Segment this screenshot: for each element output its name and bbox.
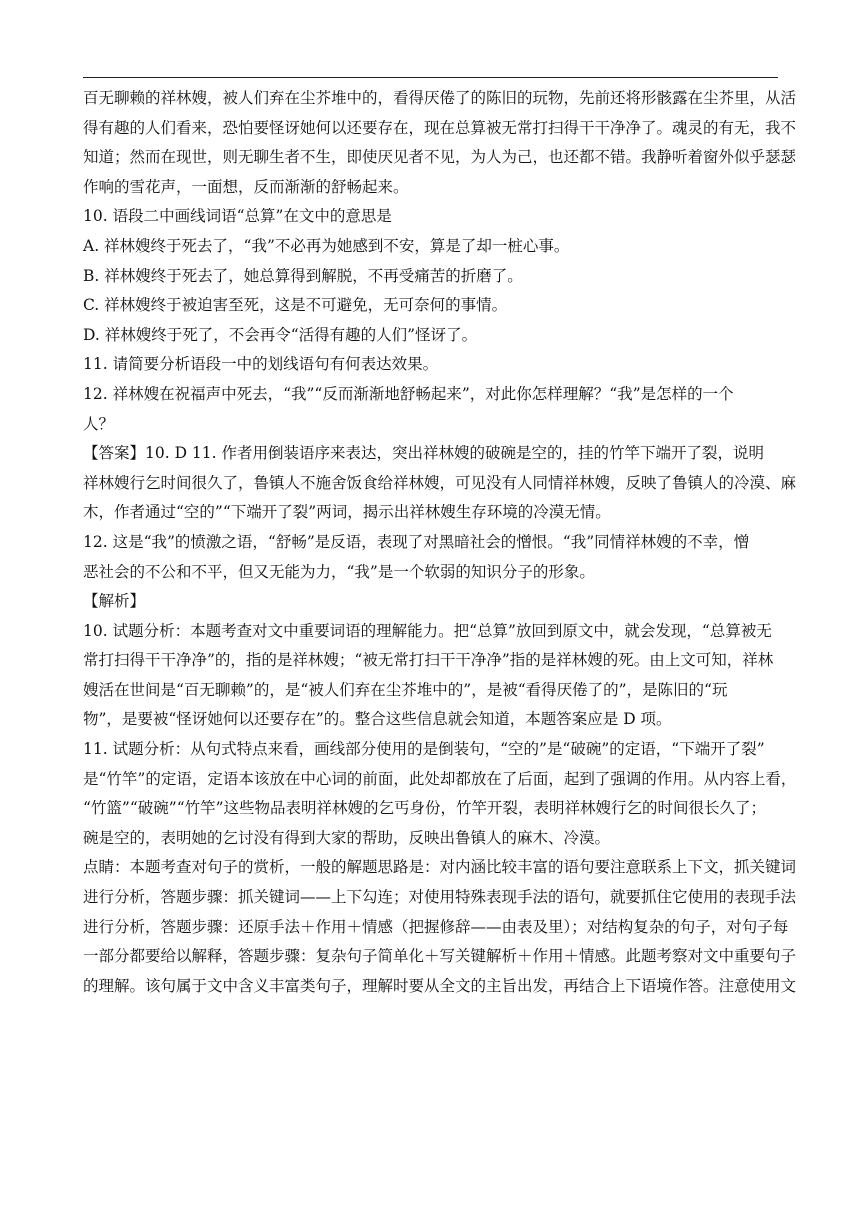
tips-line-1: 点睛：本题考查对句子的赏析，一般的解题思路是：对内涵比较丰富的语句要注意联系上下文，抓关键词 [83, 858, 797, 877]
header-rule [83, 77, 778, 78]
answer-12-line-1: 12. 这是“我”的愤激之语，“舒畅”是反语，表现了对黑暗社会的憎恨。“我”同情祥林嫂的不幸，憎 [83, 532, 750, 551]
analysis-11-line-3: “竹篮”“破碗”“竹竿”这些物品表明祥林嫂的乞丐身份，竹竿开裂，表明祥林嫂行乞的时间很长久了； [83, 799, 767, 818]
option-b: B. 祥林嫂终于死去了，她总算得到解脱，不再受痛苦的折磨了。 [83, 266, 523, 285]
analysis-11-line-4: 碗是空的，表明她的乞讨没有得到大家的帮助，反映出鲁镇人的麻木、冷漠。 [83, 828, 611, 847]
answer-line-2: 祥林嫂行乞时间很久了，鲁镇人不施舍饭食给祥林嫂，可见没有人同情祥林嫂，反映了鲁镇人的冷漠、麻 [83, 473, 797, 492]
answer-line-3: 木，作者通过“空的”“下端开了裂”两词，揭示出祥林嫂生存环境的冷漠无情。 [83, 503, 611, 522]
passage-line-4: 作响的雪花声，一面想，反而渐渐的舒畅起来。 [83, 177, 409, 196]
analysis-10-line-1: 10. 试题分析：本题考查对文中重要词语的理解能力。把“总算”放回到原文中，就会发现，“总算被无 [83, 621, 772, 640]
passage-line-2: 得有趣的人们看来，恐怕要怪讶她何以还要存在，现在总算被无常打扫得干干净净了。魂灵的有无，我不 [83, 118, 797, 137]
option-a: A. 祥林嫂终于死去了，“我”不必再为她感到不安，算是了却一桩心事。 [83, 236, 570, 255]
analysis-10-line-2: 常打扫得干干净净”的，指的是祥林嫂；“被无常打扫干干净净”指的是祥林嫂的死。由上文可知，祥林 [83, 651, 774, 670]
analysis-10-line-4: 物”，是要被“怪讶她何以还要存在”的。整合这些信息就会知道，本题答案应是 D 项。 [83, 710, 672, 729]
tips-line-3: 进行分析，答题步骤：还原手法＋作用＋情感（把握修辞——由表及里）；对结构复杂的句子，对句子每 [83, 917, 789, 936]
analysis-10-line-3: 嫂活在世间是“百无聊赖”的，是“被人们弃在尘芥堆中的”，是被“看得厌倦了的”，是陈旧的“玩 [83, 680, 728, 699]
question-10: 10. 语段二中画线词语“总算”在文中的意思是 [83, 207, 392, 226]
answer-line-1: 【答案】10. D 11. 作者用倒装语序来表达，突出祥林嫂的破碗是空的，挂的竹竿下端开了裂，说明 [83, 444, 765, 463]
tips-line-2: 进行分析，答题步骤：抓关键词——上下勾连；对使用特殊表现手法的语句，就要抓住它使用的表现手法 [83, 888, 797, 907]
option-c: C. 祥林嫂终于被迫害至死，这是不可避免，无可奈何的事情。 [83, 296, 508, 315]
tips-line-4: 一部分都要给以解释，答题步骤：复杂句子简单化＋写关键解析＋作用＋情感。此题考察对文中重要句子 [83, 947, 797, 966]
analysis-11-line-2: 是“竹竿”的定语，定语本该放在中心词的前面，此处却都放在了后面，起到了强调的作用。从内容上看， [83, 769, 797, 788]
document-body [83, 84, 797, 1001]
question-11: 11. 请简要分析语段一中的划线语句有何表达效果。 [83, 355, 439, 374]
analysis-heading: 【解析】 [83, 592, 146, 611]
analysis-11-line-1: 11. 试题分析：从句式特点来看，画线部分使用的是倒装句，“空的”是“破碗”的定语，“下端开了裂” [83, 740, 765, 759]
tips-line-5: 的理解。该句属于文中含义丰富类句子，理解时要从全文的主旨出发，再结合上下语境作答。注意使用文 [83, 976, 797, 995]
passage-line-1: 百无聊赖的祥林嫂，被人们弃在尘芥堆中的，看得厌倦了的陈旧的玩物，先前还将形骸露在尘芥里，从活 [83, 89, 797, 107]
passage-line-3: 知道；然而在现世，则无聊生者不生，即使厌见者不见，为人为己，也还都不错。我静听着窗外似乎瑟瑟 [83, 148, 797, 167]
question-12-line-2: 人？ [83, 414, 115, 433]
option-d: D. 祥林嫂终于死了，不会再令“活得有趣的人们”怪讶了。 [83, 325, 478, 344]
question-12-line-1: 12. 祥林嫂在祝福声中死去，“我”“反而渐渐地舒畅起来”，对此你怎样理解？“我”是怎样的一个 [83, 384, 734, 403]
answer-12-line-2: 恶社会的不公和不平，但又无能为力，“我”是一个软弱的知识分子的形象。 [83, 562, 595, 581]
